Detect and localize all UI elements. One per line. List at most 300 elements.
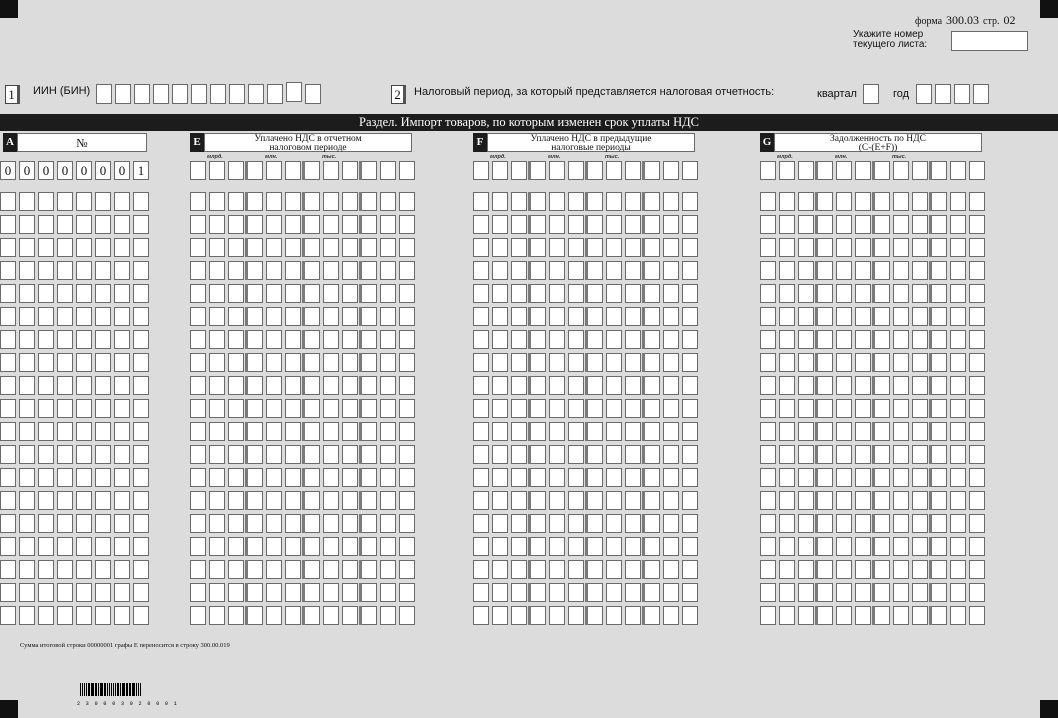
column-f-amount-cell[interactable] [549, 514, 565, 533]
column-e-amount-cell[interactable] [380, 192, 396, 211]
column-e-amount-cell[interactable] [323, 261, 339, 280]
column-f-amount-cell[interactable] [473, 307, 489, 326]
column-g-amount-cell[interactable] [931, 606, 947, 625]
iin-bin-cell[interactable] [134, 84, 150, 104]
column-f-amount-cell[interactable] [511, 560, 527, 579]
column-f-amount-cell[interactable] [511, 261, 527, 280]
column-g-amount-cell[interactable] [760, 583, 776, 602]
column-f-amount-cell[interactable] [644, 330, 660, 349]
column-e-amount-cell[interactable] [209, 422, 225, 441]
column-g-amount-cell[interactable] [760, 307, 776, 326]
column-e-amount-cell[interactable] [361, 491, 377, 510]
column-f-amount-cell[interactable] [606, 583, 622, 602]
row-number-cell[interactable] [95, 468, 111, 487]
row-number-cell[interactable] [0, 399, 16, 418]
row-number-cell[interactable] [19, 261, 35, 280]
column-g-amount-cell[interactable] [874, 376, 890, 395]
column-e-amount-cell[interactable] [247, 422, 263, 441]
row-number-cell[interactable] [133, 514, 149, 533]
column-g-amount-cell[interactable] [760, 560, 776, 579]
column-e-amount-cell[interactable] [266, 560, 282, 579]
column-g-amount-cell[interactable] [798, 353, 814, 372]
column-e-amount-cell[interactable] [399, 284, 415, 303]
row-number-cell[interactable] [38, 560, 54, 579]
row-number-cell[interactable] [133, 583, 149, 602]
column-g-amount-cell[interactable] [817, 192, 833, 211]
column-g-amount-cell[interactable] [950, 491, 966, 510]
column-g-amount-cell[interactable] [836, 537, 852, 556]
column-g-amount-cell[interactable] [836, 215, 852, 234]
column-e-amount-cell[interactable] [228, 330, 244, 349]
column-e-amount-cell[interactable] [361, 468, 377, 487]
column-g-amount-cell[interactable] [931, 353, 947, 372]
column-g-amount-cell[interactable] [931, 161, 947, 180]
column-g-amount-cell[interactable] [931, 330, 947, 349]
column-g-amount-cell[interactable] [855, 583, 871, 602]
column-e-amount-cell[interactable] [399, 399, 415, 418]
column-f-amount-cell[interactable] [682, 399, 698, 418]
iin-bin-cell[interactable] [153, 84, 169, 104]
column-g-amount-cell[interactable] [931, 307, 947, 326]
column-f-amount-cell[interactable] [587, 330, 603, 349]
column-e-amount-cell[interactable] [209, 514, 225, 533]
row-number-cell[interactable] [76, 583, 92, 602]
column-e-amount-cell[interactable] [304, 514, 320, 533]
iin-bin-cell[interactable] [115, 84, 131, 104]
row-number-cell[interactable] [0, 606, 16, 625]
quarter-cell[interactable] [863, 84, 879, 104]
column-f-amount-cell[interactable] [492, 399, 508, 418]
row-number-cell[interactable] [38, 399, 54, 418]
column-e-amount-cell[interactable] [228, 353, 244, 372]
column-e-amount-cell[interactable] [361, 261, 377, 280]
column-e-amount-cell[interactable] [304, 261, 320, 280]
row-number-cell[interactable] [38, 445, 54, 464]
column-g-amount-cell[interactable] [836, 583, 852, 602]
row-number-cell[interactable] [19, 238, 35, 257]
column-g-amount-cell[interactable] [931, 445, 947, 464]
row-number-cell[interactable] [114, 583, 130, 602]
column-g-amount-cell[interactable] [760, 606, 776, 625]
column-f-amount-cell[interactable] [530, 238, 546, 257]
column-e-amount-cell[interactable] [247, 192, 263, 211]
iin-bin-cell[interactable] [286, 82, 302, 102]
column-g-amount-cell[interactable] [760, 514, 776, 533]
row-number-cell[interactable] [0, 284, 16, 303]
row-number-cell[interactable] [57, 468, 73, 487]
column-f-amount-cell[interactable] [511, 284, 527, 303]
column-e-amount-cell[interactable] [361, 192, 377, 211]
column-e-amount-cell[interactable] [266, 307, 282, 326]
column-f-amount-cell[interactable] [644, 445, 660, 464]
column-f-amount-cell[interactable] [568, 445, 584, 464]
row-number-cell[interactable] [38, 261, 54, 280]
column-f-amount-cell[interactable] [549, 606, 565, 625]
column-g-amount-cell[interactable] [874, 399, 890, 418]
column-e-amount-cell[interactable] [323, 583, 339, 602]
column-e-amount-cell[interactable] [228, 468, 244, 487]
column-e-amount-cell[interactable] [228, 161, 244, 180]
column-e-amount-cell[interactable] [380, 261, 396, 280]
column-g-amount-cell[interactable] [874, 606, 890, 625]
column-g-amount-cell[interactable] [798, 161, 814, 180]
column-f-amount-cell[interactable] [511, 606, 527, 625]
column-f-amount-cell[interactable] [663, 537, 679, 556]
column-g-amount-cell[interactable] [931, 284, 947, 303]
column-e-amount-cell[interactable] [190, 284, 206, 303]
column-g-amount-cell[interactable] [912, 353, 928, 372]
column-g-amount-cell[interactable] [855, 238, 871, 257]
column-e-amount-cell[interactable] [304, 491, 320, 510]
column-e-amount-cell[interactable] [209, 560, 225, 579]
column-f-amount-cell[interactable] [530, 307, 546, 326]
column-g-amount-cell[interactable] [912, 376, 928, 395]
column-g-amount-cell[interactable] [798, 514, 814, 533]
column-g-amount-cell[interactable] [817, 353, 833, 372]
column-g-amount-cell[interactable] [950, 330, 966, 349]
column-e-amount-cell[interactable] [380, 376, 396, 395]
column-f-amount-cell[interactable] [511, 514, 527, 533]
row-number-cell[interactable] [38, 376, 54, 395]
column-f-amount-cell[interactable] [530, 445, 546, 464]
column-e-amount-cell[interactable] [247, 307, 263, 326]
column-f-amount-cell[interactable] [492, 284, 508, 303]
column-e-amount-cell[interactable] [190, 353, 206, 372]
column-g-amount-cell[interactable] [760, 468, 776, 487]
column-f-amount-cell[interactable] [568, 161, 584, 180]
row-number-cell[interactable] [133, 399, 149, 418]
column-f-amount-cell[interactable] [587, 261, 603, 280]
column-e-amount-cell[interactable] [266, 353, 282, 372]
column-g-amount-cell[interactable] [836, 422, 852, 441]
column-g-amount-cell[interactable] [912, 468, 928, 487]
row-number-cell[interactable] [19, 215, 35, 234]
column-e-amount-cell[interactable] [399, 491, 415, 510]
column-e-amount-cell[interactable] [342, 468, 358, 487]
column-g-amount-cell[interactable] [931, 422, 947, 441]
column-f-amount-cell[interactable] [644, 491, 660, 510]
column-e-amount-cell[interactable] [399, 307, 415, 326]
row-number-cell[interactable] [95, 606, 111, 625]
row-number-cell[interactable] [114, 445, 130, 464]
column-g-amount-cell[interactable] [817, 330, 833, 349]
column-e-amount-cell[interactable] [209, 583, 225, 602]
column-f-amount-cell[interactable] [587, 560, 603, 579]
row-number-cell[interactable] [0, 215, 16, 234]
column-g-amount-cell[interactable] [817, 445, 833, 464]
column-f-amount-cell[interactable] [549, 353, 565, 372]
column-g-amount-cell[interactable] [817, 537, 833, 556]
column-g-amount-cell[interactable] [855, 215, 871, 234]
column-f-amount-cell[interactable] [625, 583, 641, 602]
column-g-amount-cell[interactable] [969, 353, 985, 372]
column-e-amount-cell[interactable] [304, 399, 320, 418]
column-e-amount-cell[interactable] [361, 445, 377, 464]
row-number-cell[interactable] [0, 514, 16, 533]
column-g-amount-cell[interactable] [950, 284, 966, 303]
column-f-amount-cell[interactable] [492, 238, 508, 257]
row-number-cell[interactable] [19, 491, 35, 510]
column-e-amount-cell[interactable] [342, 284, 358, 303]
column-e-amount-cell[interactable] [361, 330, 377, 349]
row-number-cell[interactable] [114, 491, 130, 510]
column-f-amount-cell[interactable] [644, 307, 660, 326]
column-f-amount-cell[interactable] [625, 261, 641, 280]
column-g-amount-cell[interactable] [893, 399, 909, 418]
column-g-amount-cell[interactable] [855, 399, 871, 418]
column-g-amount-cell[interactable] [836, 514, 852, 533]
column-g-amount-cell[interactable] [969, 215, 985, 234]
column-g-amount-cell[interactable] [798, 399, 814, 418]
row-number-cell[interactable] [38, 215, 54, 234]
column-e-amount-cell[interactable] [285, 376, 301, 395]
row-number-cell[interactable] [133, 330, 149, 349]
column-e-amount-cell[interactable] [190, 161, 206, 180]
column-f-amount-cell[interactable] [625, 514, 641, 533]
column-e-amount-cell[interactable] [399, 606, 415, 625]
column-e-amount-cell[interactable] [399, 330, 415, 349]
column-e-amount-cell[interactable] [285, 215, 301, 234]
iin-bin-cell[interactable] [267, 84, 283, 104]
column-g-amount-cell[interactable] [836, 284, 852, 303]
column-g-amount-cell[interactable] [969, 399, 985, 418]
column-f-amount-cell[interactable] [511, 468, 527, 487]
column-e-amount-cell[interactable] [399, 422, 415, 441]
column-f-amount-cell[interactable] [644, 514, 660, 533]
column-f-amount-cell[interactable] [473, 261, 489, 280]
column-f-amount-cell[interactable] [549, 330, 565, 349]
column-e-amount-cell[interactable] [361, 422, 377, 441]
column-g-amount-cell[interactable] [836, 353, 852, 372]
column-e-amount-cell[interactable] [190, 422, 206, 441]
column-e-amount-cell[interactable] [361, 376, 377, 395]
row-number-cell[interactable] [19, 514, 35, 533]
column-g-amount-cell[interactable] [950, 261, 966, 280]
row-number-cell[interactable] [57, 491, 73, 510]
column-g-amount-cell[interactable] [893, 606, 909, 625]
column-e-amount-cell[interactable] [228, 491, 244, 510]
column-g-amount-cell[interactable] [855, 376, 871, 395]
column-e-amount-cell[interactable] [247, 353, 263, 372]
column-f-amount-cell[interactable] [625, 445, 641, 464]
column-f-amount-cell[interactable] [530, 468, 546, 487]
column-e-amount-cell[interactable] [380, 353, 396, 372]
column-e-amount-cell[interactable] [380, 514, 396, 533]
column-f-amount-cell[interactable] [625, 353, 641, 372]
column-g-amount-cell[interactable] [969, 468, 985, 487]
column-e-amount-cell[interactable] [247, 583, 263, 602]
row-number-cell[interactable] [57, 307, 73, 326]
column-f-amount-cell[interactable] [549, 238, 565, 257]
column-g-amount-cell[interactable] [969, 583, 985, 602]
column-g-amount-cell[interactable] [760, 330, 776, 349]
column-g-amount-cell[interactable] [855, 261, 871, 280]
column-e-amount-cell[interactable] [209, 468, 225, 487]
column-f-amount-cell[interactable] [473, 376, 489, 395]
row-number-cell[interactable] [114, 192, 130, 211]
column-g-amount-cell[interactable] [893, 284, 909, 303]
column-e-amount-cell[interactable] [323, 376, 339, 395]
column-g-amount-cell[interactable] [912, 238, 928, 257]
column-g-amount-cell[interactable] [912, 161, 928, 180]
column-g-amount-cell[interactable] [760, 537, 776, 556]
row-number-cell[interactable] [0, 376, 16, 395]
row-number-cell[interactable] [38, 583, 54, 602]
column-g-amount-cell[interactable] [893, 422, 909, 441]
row-number-cell[interactable] [38, 330, 54, 349]
column-g-amount-cell[interactable] [760, 238, 776, 257]
column-f-amount-cell[interactable] [587, 537, 603, 556]
column-e-amount-cell[interactable] [266, 399, 282, 418]
column-f-amount-cell[interactable] [549, 284, 565, 303]
column-e-amount-cell[interactable] [209, 376, 225, 395]
column-e-amount-cell[interactable] [228, 284, 244, 303]
row-number-cell[interactable] [95, 399, 111, 418]
column-f-amount-cell[interactable] [587, 514, 603, 533]
column-e-amount-cell[interactable] [228, 307, 244, 326]
column-g-amount-cell[interactable] [893, 192, 909, 211]
column-f-amount-cell[interactable] [530, 514, 546, 533]
column-f-amount-cell[interactable] [530, 422, 546, 441]
column-f-amount-cell[interactable] [644, 537, 660, 556]
row-number-cell[interactable] [76, 307, 92, 326]
column-g-amount-cell[interactable] [893, 583, 909, 602]
column-e-amount-cell[interactable] [361, 284, 377, 303]
column-g-amount-cell[interactable] [874, 161, 890, 180]
column-f-amount-cell[interactable] [663, 161, 679, 180]
column-e-amount-cell[interactable] [304, 376, 320, 395]
iin-bin-cell[interactable] [191, 84, 207, 104]
column-e-amount-cell[interactable] [190, 583, 206, 602]
row-number-cell[interactable] [38, 491, 54, 510]
column-g-amount-cell[interactable] [931, 238, 947, 257]
column-f-amount-cell[interactable] [568, 284, 584, 303]
column-f-amount-cell[interactable] [530, 192, 546, 211]
column-f-amount-cell[interactable] [473, 353, 489, 372]
row-number-cell[interactable] [133, 261, 149, 280]
column-g-amount-cell[interactable] [912, 399, 928, 418]
column-e-amount-cell[interactable] [304, 353, 320, 372]
column-g-amount-cell[interactable] [969, 261, 985, 280]
column-f-amount-cell[interactable] [568, 399, 584, 418]
column-g-amount-cell[interactable] [893, 330, 909, 349]
column-f-amount-cell[interactable] [492, 353, 508, 372]
column-f-amount-cell[interactable] [492, 560, 508, 579]
column-f-amount-cell[interactable] [625, 491, 641, 510]
column-f-amount-cell[interactable] [663, 330, 679, 349]
iin-bin-cell[interactable] [248, 84, 264, 104]
column-e-amount-cell[interactable] [190, 491, 206, 510]
row-number-cell[interactable] [57, 238, 73, 257]
column-f-amount-cell[interactable] [682, 353, 698, 372]
row-number-cell[interactable] [38, 192, 54, 211]
column-f-amount-cell[interactable] [549, 422, 565, 441]
column-e-amount-cell[interactable] [380, 537, 396, 556]
column-f-amount-cell[interactable] [511, 537, 527, 556]
column-e-amount-cell[interactable] [323, 399, 339, 418]
column-e-amount-cell[interactable] [399, 161, 415, 180]
column-e-amount-cell[interactable] [228, 445, 244, 464]
column-f-amount-cell[interactable] [587, 491, 603, 510]
column-f-amount-cell[interactable] [530, 491, 546, 510]
row-number-cell[interactable] [114, 353, 130, 372]
column-g-amount-cell[interactable] [855, 514, 871, 533]
column-g-amount-cell[interactable] [931, 261, 947, 280]
column-f-amount-cell[interactable] [473, 491, 489, 510]
column-e-amount-cell[interactable] [266, 468, 282, 487]
column-e-amount-cell[interactable] [209, 353, 225, 372]
column-f-amount-cell[interactable] [473, 284, 489, 303]
column-e-amount-cell[interactable] [266, 491, 282, 510]
row-number-cell[interactable] [95, 261, 111, 280]
column-g-amount-cell[interactable] [893, 353, 909, 372]
column-f-amount-cell[interactable] [663, 422, 679, 441]
column-e-amount-cell[interactable] [342, 445, 358, 464]
column-e-amount-cell[interactable] [209, 399, 225, 418]
row-number-cell[interactable] [76, 376, 92, 395]
row-number-cell[interactable] [0, 537, 16, 556]
column-e-amount-cell[interactable] [285, 161, 301, 180]
row-number-cell[interactable] [133, 192, 149, 211]
column-e-amount-cell[interactable] [266, 583, 282, 602]
column-e-amount-cell[interactable] [285, 468, 301, 487]
column-f-amount-cell[interactable] [663, 445, 679, 464]
column-g-amount-cell[interactable] [931, 376, 947, 395]
row-number-cell[interactable] [0, 560, 16, 579]
column-e-amount-cell[interactable] [190, 238, 206, 257]
column-e-amount-cell[interactable] [399, 537, 415, 556]
column-e-amount-cell[interactable] [285, 445, 301, 464]
column-e-amount-cell[interactable] [361, 560, 377, 579]
column-e-amount-cell[interactable] [266, 215, 282, 234]
column-f-amount-cell[interactable] [587, 422, 603, 441]
column-g-amount-cell[interactable] [874, 514, 890, 533]
row-number-cell[interactable] [19, 307, 35, 326]
row-number-cell[interactable] [0, 307, 16, 326]
column-f-amount-cell[interactable] [644, 468, 660, 487]
column-e-amount-cell[interactable] [342, 606, 358, 625]
column-g-amount-cell[interactable] [874, 307, 890, 326]
column-g-amount-cell[interactable] [912, 537, 928, 556]
column-f-amount-cell[interactable] [625, 284, 641, 303]
column-g-amount-cell[interactable] [969, 514, 985, 533]
column-g-amount-cell[interactable] [779, 560, 795, 579]
column-e-amount-cell[interactable] [342, 330, 358, 349]
column-g-amount-cell[interactable] [950, 606, 966, 625]
column-f-amount-cell[interactable] [682, 330, 698, 349]
column-g-amount-cell[interactable] [855, 353, 871, 372]
column-e-amount-cell[interactable] [304, 468, 320, 487]
column-g-amount-cell[interactable] [969, 422, 985, 441]
column-f-amount-cell[interactable] [549, 307, 565, 326]
column-f-amount-cell[interactable] [682, 422, 698, 441]
column-e-amount-cell[interactable] [342, 215, 358, 234]
column-f-amount-cell[interactable] [511, 238, 527, 257]
row-number-cell[interactable] [95, 215, 111, 234]
column-e-amount-cell[interactable] [209, 537, 225, 556]
column-e-amount-cell[interactable] [399, 215, 415, 234]
column-f-amount-cell[interactable] [644, 215, 660, 234]
column-f-amount-cell[interactable] [530, 353, 546, 372]
column-f-amount-cell[interactable] [644, 353, 660, 372]
row-number-cell[interactable] [133, 215, 149, 234]
column-f-amount-cell[interactable] [682, 238, 698, 257]
column-g-amount-cell[interactable] [969, 192, 985, 211]
row-number-cell[interactable] [57, 215, 73, 234]
column-f-amount-cell[interactable] [625, 192, 641, 211]
column-f-amount-cell[interactable] [682, 376, 698, 395]
column-e-amount-cell[interactable] [266, 537, 282, 556]
